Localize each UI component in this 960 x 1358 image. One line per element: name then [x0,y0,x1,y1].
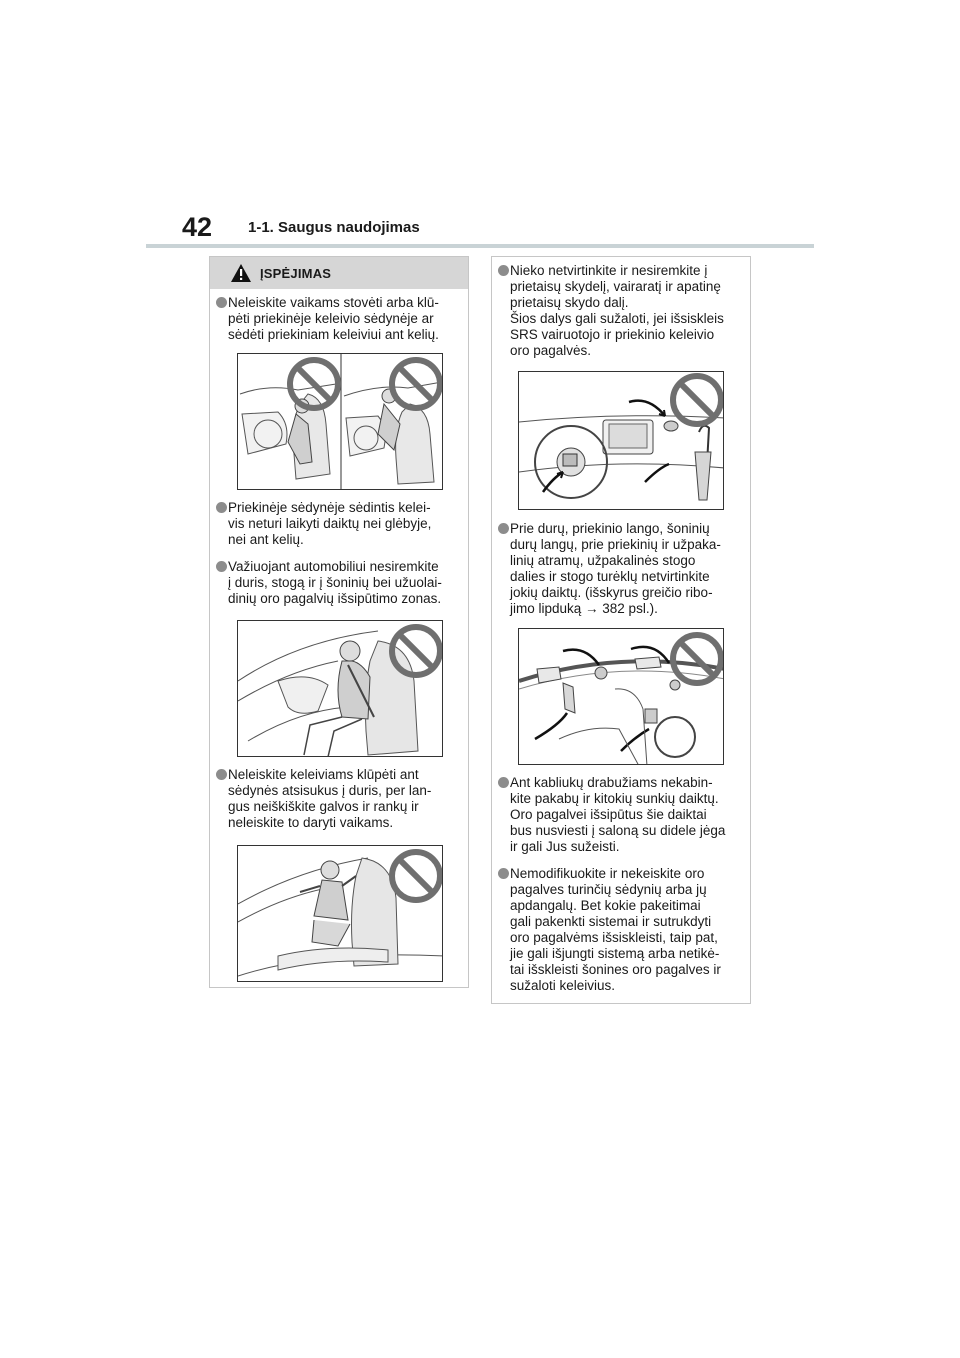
list-item [216,295,466,343]
bullet-dot-icon [216,561,227,572]
item-text: Neleiskite keleiviams klūpėti ant sėdynės atsisukus į duris, per lan- gus neiškiškite galvos ir rankų ir neleiskite to daryti vaikams. [228,767,432,830]
warning-box-left [209,256,469,988]
item-text: Nemodifikuokite ir nekeiskite oro pagalves turinčių sėdynių arba jų apdangalų. Bet kokie pakeitimai gali pakenkti sistemai ir sutrukdyti oro pagalvėms išsiskleisti, taip pat, jie gali išjungti sistemą arba netikė- tai išskleisti šonines oro pagalves ir sužaloti keleivius. [510,866,721,993]
list-item [216,559,466,607]
prohibition-icon [673,635,721,683]
list-item [216,500,466,548]
warning-title: ĮSPĖJIMAS [260,266,332,281]
list-item [498,263,748,359]
header-rule [146,244,814,248]
list-item [498,775,748,855]
bullet-dot-icon [216,769,227,780]
list-item [498,521,748,617]
item-text: Važiuojant automobiliui nesiremkite į duris, stogą ir į šoninių bei užuolai- dinių oro pagalvių išsipūtimo zonas. [228,559,442,606]
item-text: Nieko netvirtinkite ir nesiremkite į prietaisų skydelį, vairaratį ir apatinę prietaisų skydo dalį. Šios dalys gali sužaloti, jei išsiskleis SRS vairuotojo ir priekinio keleivio oro pagalvės. [510,263,724,358]
illustration-kneeling-on-seat [237,845,443,982]
bullet-dot-icon [498,868,509,879]
illustration-dashboard [518,371,724,510]
page-number: 42 [182,212,213,242]
illustration-child-on-seat [237,353,443,490]
item-text: Ant kabliukų drabužiams nekabin- kite pakabų ir kitokių sunkių daiktų. Oro pagalvei išsipūtus šie daiktai bus nusviesti į saloną su didele jėga ir gali Jus sužeisti. [510,775,726,854]
illustration-leaning-on-door [237,620,443,757]
bullet-dot-icon [216,297,227,308]
bullet-dot-icon [498,777,509,788]
item-text: Priekinėje sėdynėje sėdintis kelei- vis neturi laikyti daiktų nei glėbyje, nei ant kelių. [228,500,432,547]
item-text: Neleiskite vaikams stovėti arba klū- pėti priekinėje keleivio sėdynėje ar sėdėti priekiniam keleiviui ant kelių. [228,295,439,342]
bullet-dot-icon [216,502,227,513]
illustration-interior-roof [518,628,724,765]
warning-box-right [491,256,751,1004]
item-text: Prie durų, priekinio lango, šoninių durų langų, prie priekinių ir užpaka- linių atramų, užpakalinės stogo dalies ir stogo turėklų netvirtinkite jokių daiktų. (išskyrus greičio ribo- jimo lipduką → 382 psl.). [510,521,721,616]
warning-header [210,257,468,289]
warning-triangle-icon [230,263,252,283]
section-title: 1-1. Saugus naudojimas [248,219,420,236]
bullet-dot-icon [498,265,509,276]
prohibition-icon [392,852,440,900]
bullet-dot-icon [498,523,509,534]
list-item [498,866,748,994]
list-item [216,767,466,831]
